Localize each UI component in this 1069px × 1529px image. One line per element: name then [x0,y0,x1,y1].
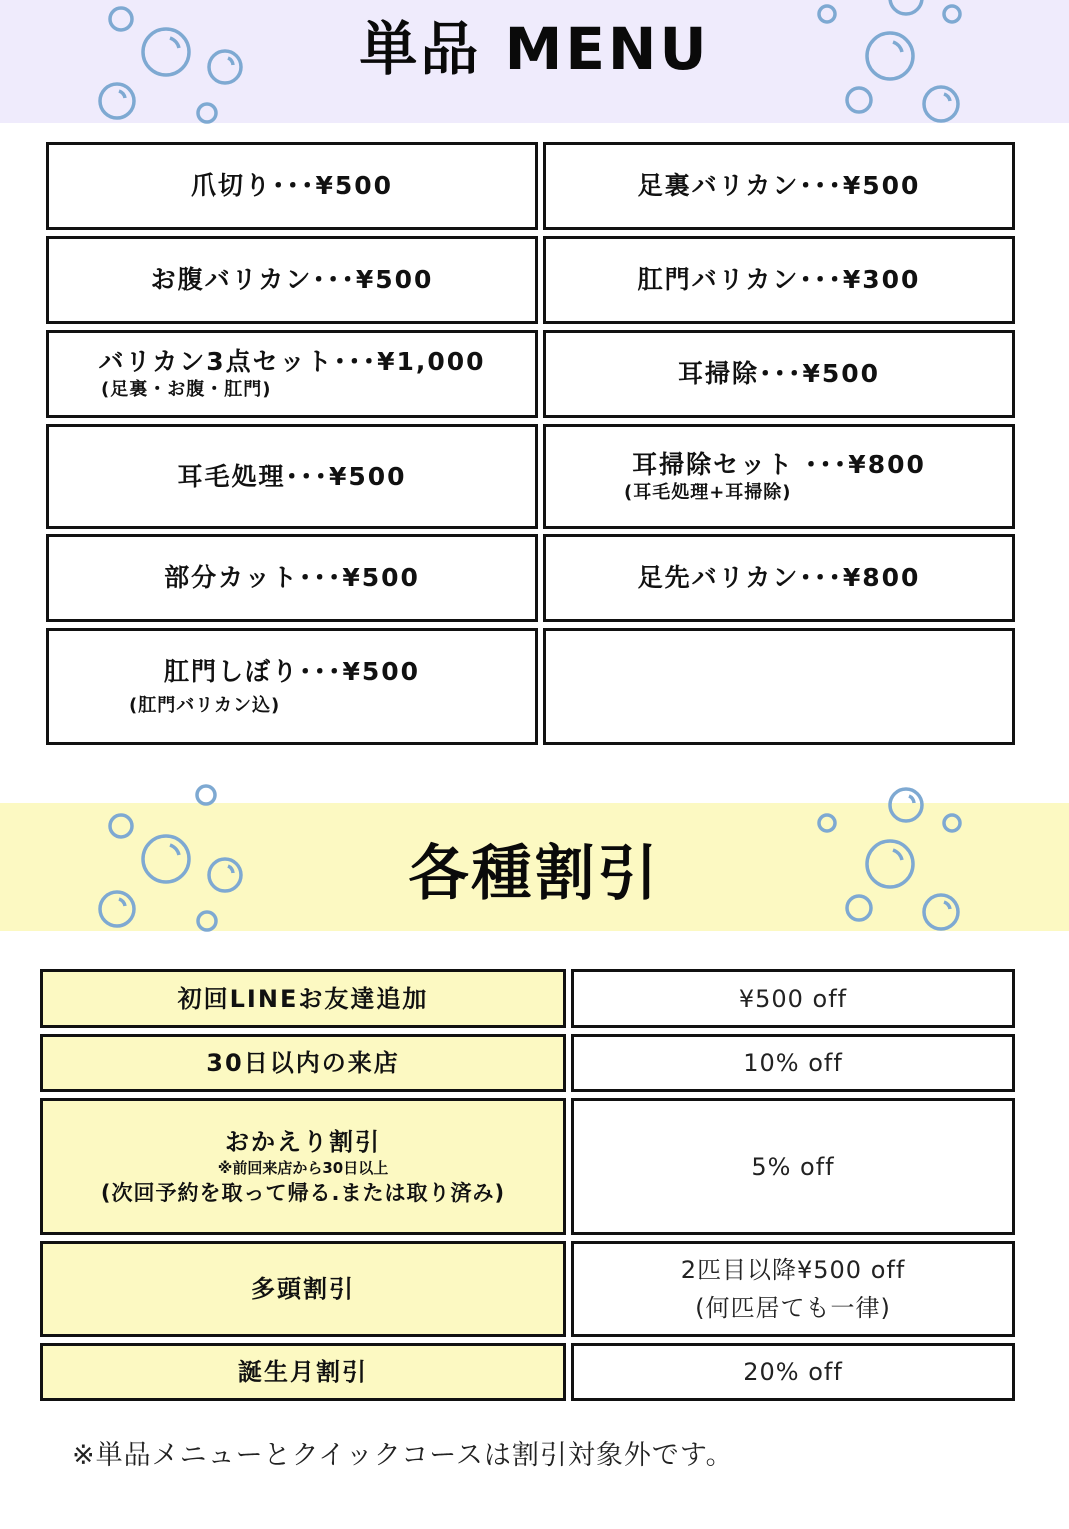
discount-label-paren: (次回予約を取って帰る.または取り済み) [100,1180,506,1205]
discount-value-cell [571,1241,1015,1337]
discount-value: 10% off [743,1049,843,1077]
menu-item [543,236,1015,324]
discount-header-band [0,803,1069,931]
menu-item-name: 耳毛処理･･･¥500 [177,461,407,491]
menu-item-name: 足先バリカン･･･¥800 [637,563,921,592]
menu-item [46,628,538,745]
menu-item-name: 耳掃除セット ･･･¥800 [632,449,926,479]
menu-item-name: 肛門バリカン･･･¥300 [637,265,921,294]
discount-label-note: ※前回来店から30日以上 [217,1158,389,1177]
menu-item-name: 部分カット･･･¥500 [164,563,420,592]
menu-item-name: 肛門しぼり･･･¥500 [163,656,421,686]
menu-item-empty [543,628,1015,745]
discount-label-cell [40,969,566,1028]
menu-item-name: 耳掃除･･･¥500 [677,359,881,388]
menu-item [543,142,1015,230]
discount-value: 5% off [751,1152,835,1181]
menu-item-name: 爪切り･･･¥500 [190,171,394,200]
menu-item-note: (足裏・お腹・肛門) [101,379,272,400]
menu-item [543,534,1015,622]
menu-item-note: (肛門バリカン込) [129,694,281,716]
discount-label-cell [40,1098,566,1235]
discount-label: 30日以内の来店 [206,1049,400,1077]
menu-item [543,330,1015,418]
discount-value-note: (何匹居ても一律) [695,1294,891,1322]
discount-label-cell [40,1343,566,1401]
menu-item [543,424,1015,529]
menu-item-name: お腹バリカン･･･¥500 [150,265,434,294]
menu-title: 単品 MENU [359,15,710,83]
discount-label-cell [40,1034,566,1092]
menu-item [46,142,538,230]
footnote: ※単品メニューとクイックコースは割引対象外です。 [72,1440,734,1471]
menu-item-note: (耳毛処理+耳掃除) [624,481,792,503]
discount-label: 誕生月割引 [238,1358,368,1386]
discount-value-cell [571,1034,1015,1092]
discount-value: 20% off [743,1358,843,1386]
menu-item-name: バリカン3点セット･･･¥1,000 [98,347,486,376]
discount-value: 2匹目以降¥500 off [680,1256,906,1284]
menu-header-band [0,0,1069,123]
discount-title: 各種割引 [408,839,661,909]
discount-value: ¥500 off [738,984,848,1013]
discount-label: 初回LINEお友達追加 [177,984,429,1013]
menu-item [46,236,538,324]
menu-item [46,330,538,418]
discount-label: おかえり割引 [225,1127,381,1156]
discount-value-cell [571,969,1015,1028]
menu-item [46,424,538,529]
discount-value-cell [571,1343,1015,1401]
menu-item-name: 足裏バリカン･･･¥500 [637,171,921,200]
discount-label-cell [40,1241,566,1337]
discount-label: 多頭割引 [251,1275,355,1303]
discount-value-cell [571,1098,1015,1235]
menu-item [46,534,538,622]
